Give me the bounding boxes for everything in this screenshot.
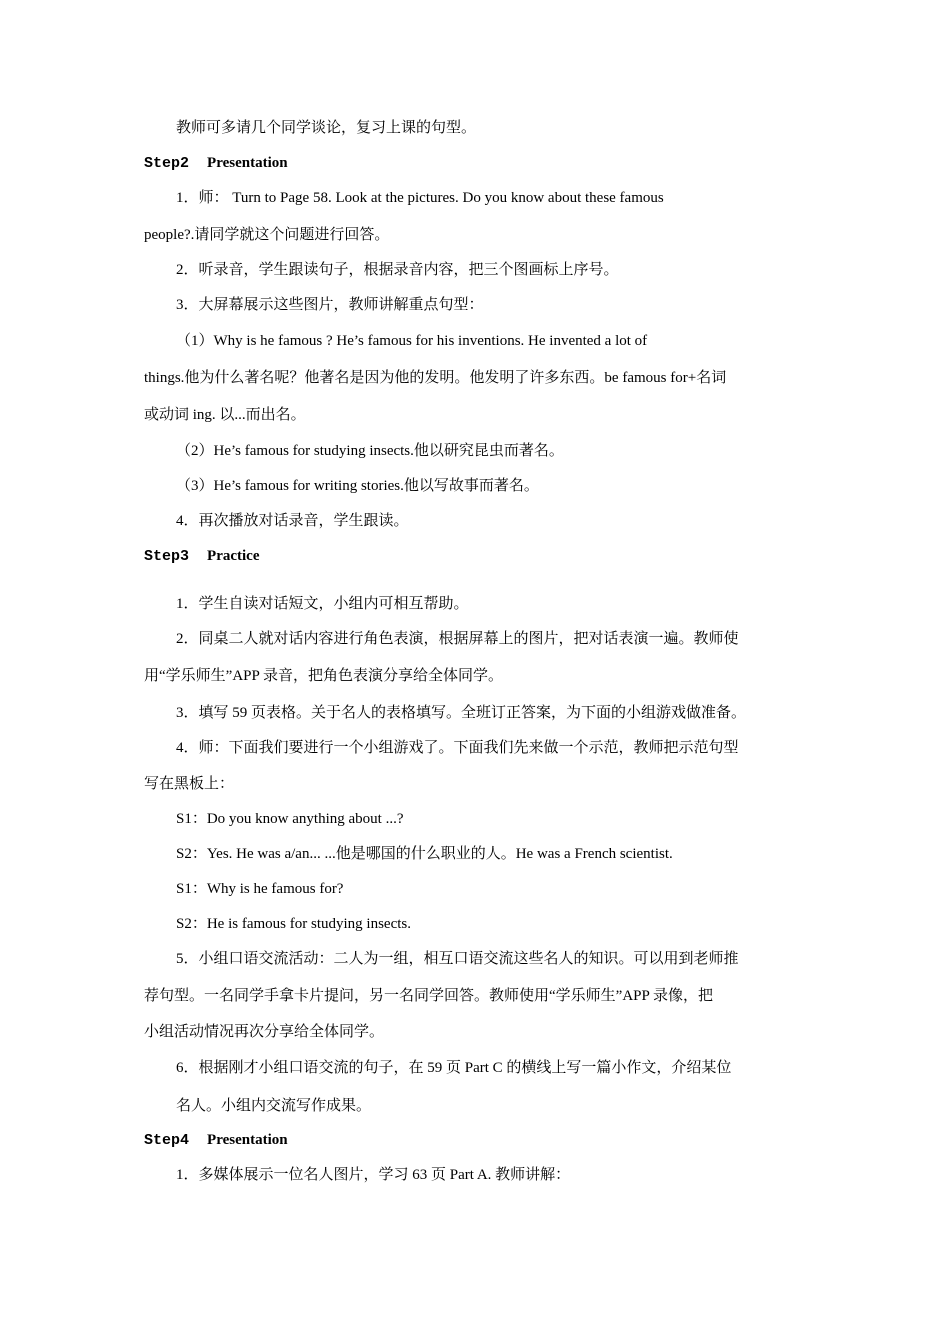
step2-sub3: （3）He’s famous for writing stories.他以写故事而著名。 — [176, 478, 539, 494]
intro-line: 教师可多请几个同学谈论，复习上课的句型。 — [176, 120, 477, 136]
step3-item6-line1: 6．根据刚才小组口语交流的句子，在 59 页 Part C 的横线上写一篇小作文，介绍某位 — [176, 1060, 732, 1076]
step3-item5-line3: 小组活动情况再次分享给全体同学。 — [144, 1024, 385, 1040]
step2-sub1-line2: things.他为什么著名呢？他著名是因为他的发明。他发明了许多东西。be famous for+名词 — [144, 370, 727, 386]
step2-item1-line1: 1．师： Turn to Page 58. Look at the pictures. Do you know about these famous — [176, 190, 664, 206]
step2-item4: 4．再次播放对话录音，学生跟读。 — [176, 513, 409, 529]
step2-item3: 3．大屏幕展示这些图片，教师讲解重点句型： — [176, 297, 484, 313]
step4-item1: 1．多媒体展示一位名人图片，学习 63 页 Part A. 教师讲解： — [176, 1167, 571, 1183]
step-label: Step2 — [144, 155, 190, 172]
dialogue-line-3: S1：Why is he famous for? — [176, 881, 344, 897]
step4-heading — [144, 1130, 288, 1151]
step2-item2: 2．听录音，学生跟读句子，根据录音内容，把三个图画标上序号。 — [176, 262, 619, 278]
step2-item1-line2: people?.请同学就这个问题进行回答。 — [144, 227, 390, 243]
step3-item2-line2: 用“学乐师生”APP 录音，把角色表演分享给全体同学。 — [144, 668, 504, 684]
step3-item4-line1: 4．师：下面我们要进行一个小组游戏了。下面我们先来做一个示范，教师把示范句型 — [176, 740, 739, 756]
step-title: Presentation — [207, 1132, 288, 1148]
dialogue-line-4: S2：He is famous for studying insects. — [176, 916, 411, 932]
step3-item5-line1: 5．小组口语交流活动：二人为一组，相互口语交流这些名人的知识。可以用到老师推 — [176, 951, 739, 967]
dialogue-line-1: S1：Do you know anything about ...? — [176, 811, 404, 827]
step-label: Step3 — [144, 548, 190, 565]
step3-item6-line2: 名人。小组内交流写作成果。 — [176, 1098, 372, 1114]
step-title: Practice — [207, 548, 260, 564]
step-label: Step4 — [144, 1132, 190, 1149]
step2-sub1-line3: 或动词 ing. 以...而出名。 — [144, 407, 306, 423]
step3-item5-line2: 荐句型。一名同学手拿卡片提问，另一名同学回答。教师使用“学乐师生”APP 录像，把 — [144, 988, 714, 1004]
step2-heading — [144, 153, 288, 174]
step3-item1: 1．学生自读对话短文，小组内可相互帮助。 — [176, 596, 469, 612]
step2-sub1-line1: （1）Why is he famous ? He’s famous for his inventions. He invented a lot of — [176, 333, 648, 349]
step2-sub2: （2）He’s famous for studying insects.他以研究昆虫而著名。 — [176, 443, 564, 459]
dialogue-line-2: S2：Yes. He was a/an... ...他是哪国的什么职业的人。He was a French scientist. — [176, 846, 673, 862]
step3-item2-line1: 2．同桌二人就对话内容进行角色表演，根据屏幕上的图片，把对话表演一遍。教师使 — [176, 631, 739, 647]
step3-item3: 3．填写 59 页表格。关于名人的表格填写。全班订正答案，为下面的小组游戏做准备。 — [176, 705, 747, 721]
step-title: Presentation — [207, 155, 288, 171]
step3-item4-line2: 写在黑板上： — [144, 776, 235, 792]
step3-heading — [144, 546, 260, 567]
